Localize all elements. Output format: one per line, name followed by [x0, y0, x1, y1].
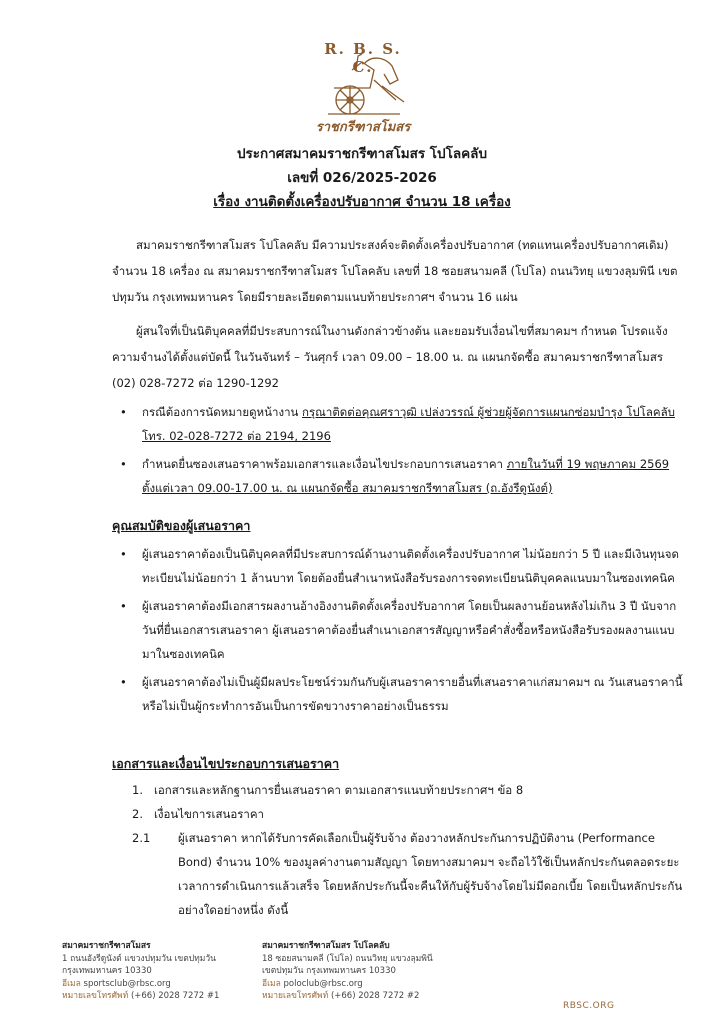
- email-link[interactable]: sportsclub@rbsc.org: [83, 978, 171, 989]
- qualifications-heading: คุณสมบัติของผู้เสนอราคา: [112, 518, 251, 533]
- contact-bullets: [112, 400, 688, 504]
- intro-paragraph: สมาคมราชกรีฑาสโมสร โปโลคลับ มีความประสงค์จะติดตั้งเครื่องปรับอากาศ (ทดแทนเครื่องปรับอากาศเดิม) จำนวน 18 เครื่อง ณ สมาคมราชกรีฑาสโมสร โปโลคลับ เลขที่ 18 ซอยสนามคลี (โปโล) ถนนวิทยุ แขวงลุมพินี เขตปทุมวัน กรุงเทพมหานคร โดยมีรายละเอียดตามแนบท้ายประกาศฯ จำนวน 16 แผ่น: [112, 238, 678, 304]
- announcement-number: เลขที่ 026/2025-2026: [287, 170, 437, 186]
- logo-thai-text: ราชกรีฑาสโมสร: [315, 120, 411, 135]
- phone-number: (+66) 2028 7272 #1: [130, 991, 220, 1001]
- logo-top-text: R. B. S. C.: [324, 40, 402, 76]
- list-item: • กรณีต้องการนัดหมายดูหน้างาน กรุณาติดต่อคุณศราวุฒิ เปล่งวรรณ์ ผู้ช่วยผู้จัดการแผนกซ่อมบำรุง โปโลคลับ โทร. 02-028-7272 ต่อ 2194, 2196: [112, 400, 688, 448]
- list-item: • ผู้เสนอราคาต้องไม่เป็นผู้มีผลประโยชน์ร่วมกันกับผู้เสนอราคารายอื่นที่เสนอราคาแก่สมาคมฯ ณ วันเสนอราคานี้ หรือไม่เป็นผู้กระทำการอันเป็นการขัดขวางราคาอย่างเป็นธรรม: [112, 670, 688, 718]
- sub-item-2-1: 2.1 ผู้เสนอราคา หากได้รับการคัดเลือกเป็นผู้รับจ้าง ต้องวางหลักประกันการปฏิบัติงาน (Performance Bond) จำนวน 10% ของมูลค่างานตามสัญญา โดยทางสมาคมฯ จะถือไว้ใช้เป็นหลักประกันตลอดระยะเวลาการดำเนินการแล้วเสร็จ โดยหลักประกันนี้จะคืนให้กับผู้รับจ้างโดยไม่มีดอกเบี้ย โดยเป็นหลักประกันอย่างใดอย่างหนึ่ง ดังนี้: [132, 831, 683, 917]
- bullet-icon: •: [120, 599, 127, 613]
- email-link[interactable]: poloclub@rbsc.org: [283, 978, 363, 989]
- list-item: 2. เงื่อนไขการเสนอราคา: [132, 807, 265, 821]
- website-link[interactable]: RBSC.ORG: [563, 1001, 615, 1011]
- bullet-icon: •: [120, 457, 127, 471]
- list-item: • ผู้เสนอราคาต้องเป็นนิติบุคคลที่มีประสบการณ์ด้านงานติดตั้งเครื่องปรับอากาศ ไม่น้อยกว่า 5 ปี และมีเงินทุนจดทะเบียนไม่น้อยกว่า 1 ล้านบาท โดยต้องยื่นสำเนาหนังสือรับรองการจดทะเบียนนิติบุคคลแนบมาในซองเทคนิค: [112, 542, 688, 590]
- footer-polo-club: สมาคมราชกรีฑาสโมสร โปโลคลับ 18 ซอยสนามคลี (โปโล) ถนนวิทยุ แขวงลุมพินี เขตปทุมวัน กรุงเทพมหานคร 10330 อีเมล poloclub@rbsc.org หมายเลขโทรศัพท์ (+66) 2028 7272 #2: [262, 941, 433, 1001]
- footer-main-club: สมาคมราชกรีฑาสโมสร 1 ถนนอังรีดูนังต์ แขวงปทุมวัน เขตปทุมวัน กรุงเทพมหานคร 10330 อีเมล sportsclub@rbsc.org หมายเลขโทรศัพท์ (+66) 2028 7272 #1: [62, 941, 220, 1001]
- documents-list: [112, 778, 688, 922]
- bullet-icon: •: [120, 675, 127, 689]
- qualifications-list: [112, 542, 688, 722]
- list-item: 1. เอกสารและหลักฐานการยื่นเสนอราคา ตามเอกสารแนบท้ายประกาศฯ ข้อ 8: [132, 783, 524, 797]
- announcement-title: ประกาศสมาคมราชกรีฑาสโมสร โปโลคลับ: [236, 146, 488, 162]
- phone-number: (+66) 2028 7272 #2: [330, 991, 420, 1001]
- rbsc-logo: [312, 40, 414, 140]
- list-item: • กำหนดยื่นซองเสนอราคาพร้อมเอกสารและเงื่อนไขประกอบการเสนอราคา ภายในวันที่ 19 พฤษภาคม 2569 ตั้งแต่เวลา 09.00-17.00 น. ณ แผนกจัดซื้อ สมาคมราชกรีฑาสโมสร (ถ.อังรีดูนังต์): [112, 452, 688, 500]
- announcement-subject: เรื่อง งานติดตั้งเครื่องปรับอากาศ จำนวน 18 เครื่อง: [213, 194, 511, 210]
- list-item: • ผู้เสนอราคาต้องมีเอกสารผลงานอ้างอิงงานติดตั้งเครื่องปรับอากาศ โดยเป็นผลงานย้อนหลังไม่เกิน 3 ปี นับจากวันที่ยื่นเอกสารเสนอราคา ผู้เสนอราคาต้องยื่นสำเนาเอกสารสัญญาหรือคำสั่งซื้อหรือหนังสือรับรองผลงานแนบมาในซองเทคนิค: [112, 594, 688, 666]
- bullet-icon: •: [120, 547, 127, 561]
- contact-paragraph: ผู้สนใจที่เป็นนิติบุคคลที่มีประสบการณ์ในงานดังกล่าวข้างต้น และยอมรับเงื่อนไขที่สมาคมฯ กำหนด โปรดแจ้งความจำนงได้ตั้งแต่บัดนี้ ในวันจันทร์ – วันศุกร์ เวลา 09.00 – 18.00 น. ณ แผนกจัดซื้อ สมาคมราชกรีฑาสโมสร (02) 028-7272 ต่อ 1290-1292: [112, 324, 668, 390]
- documents-heading: เอกสารและเงื่อนไขประกอบการเสนอราคา: [112, 756, 340, 771]
- bullet-icon: •: [120, 405, 127, 419]
